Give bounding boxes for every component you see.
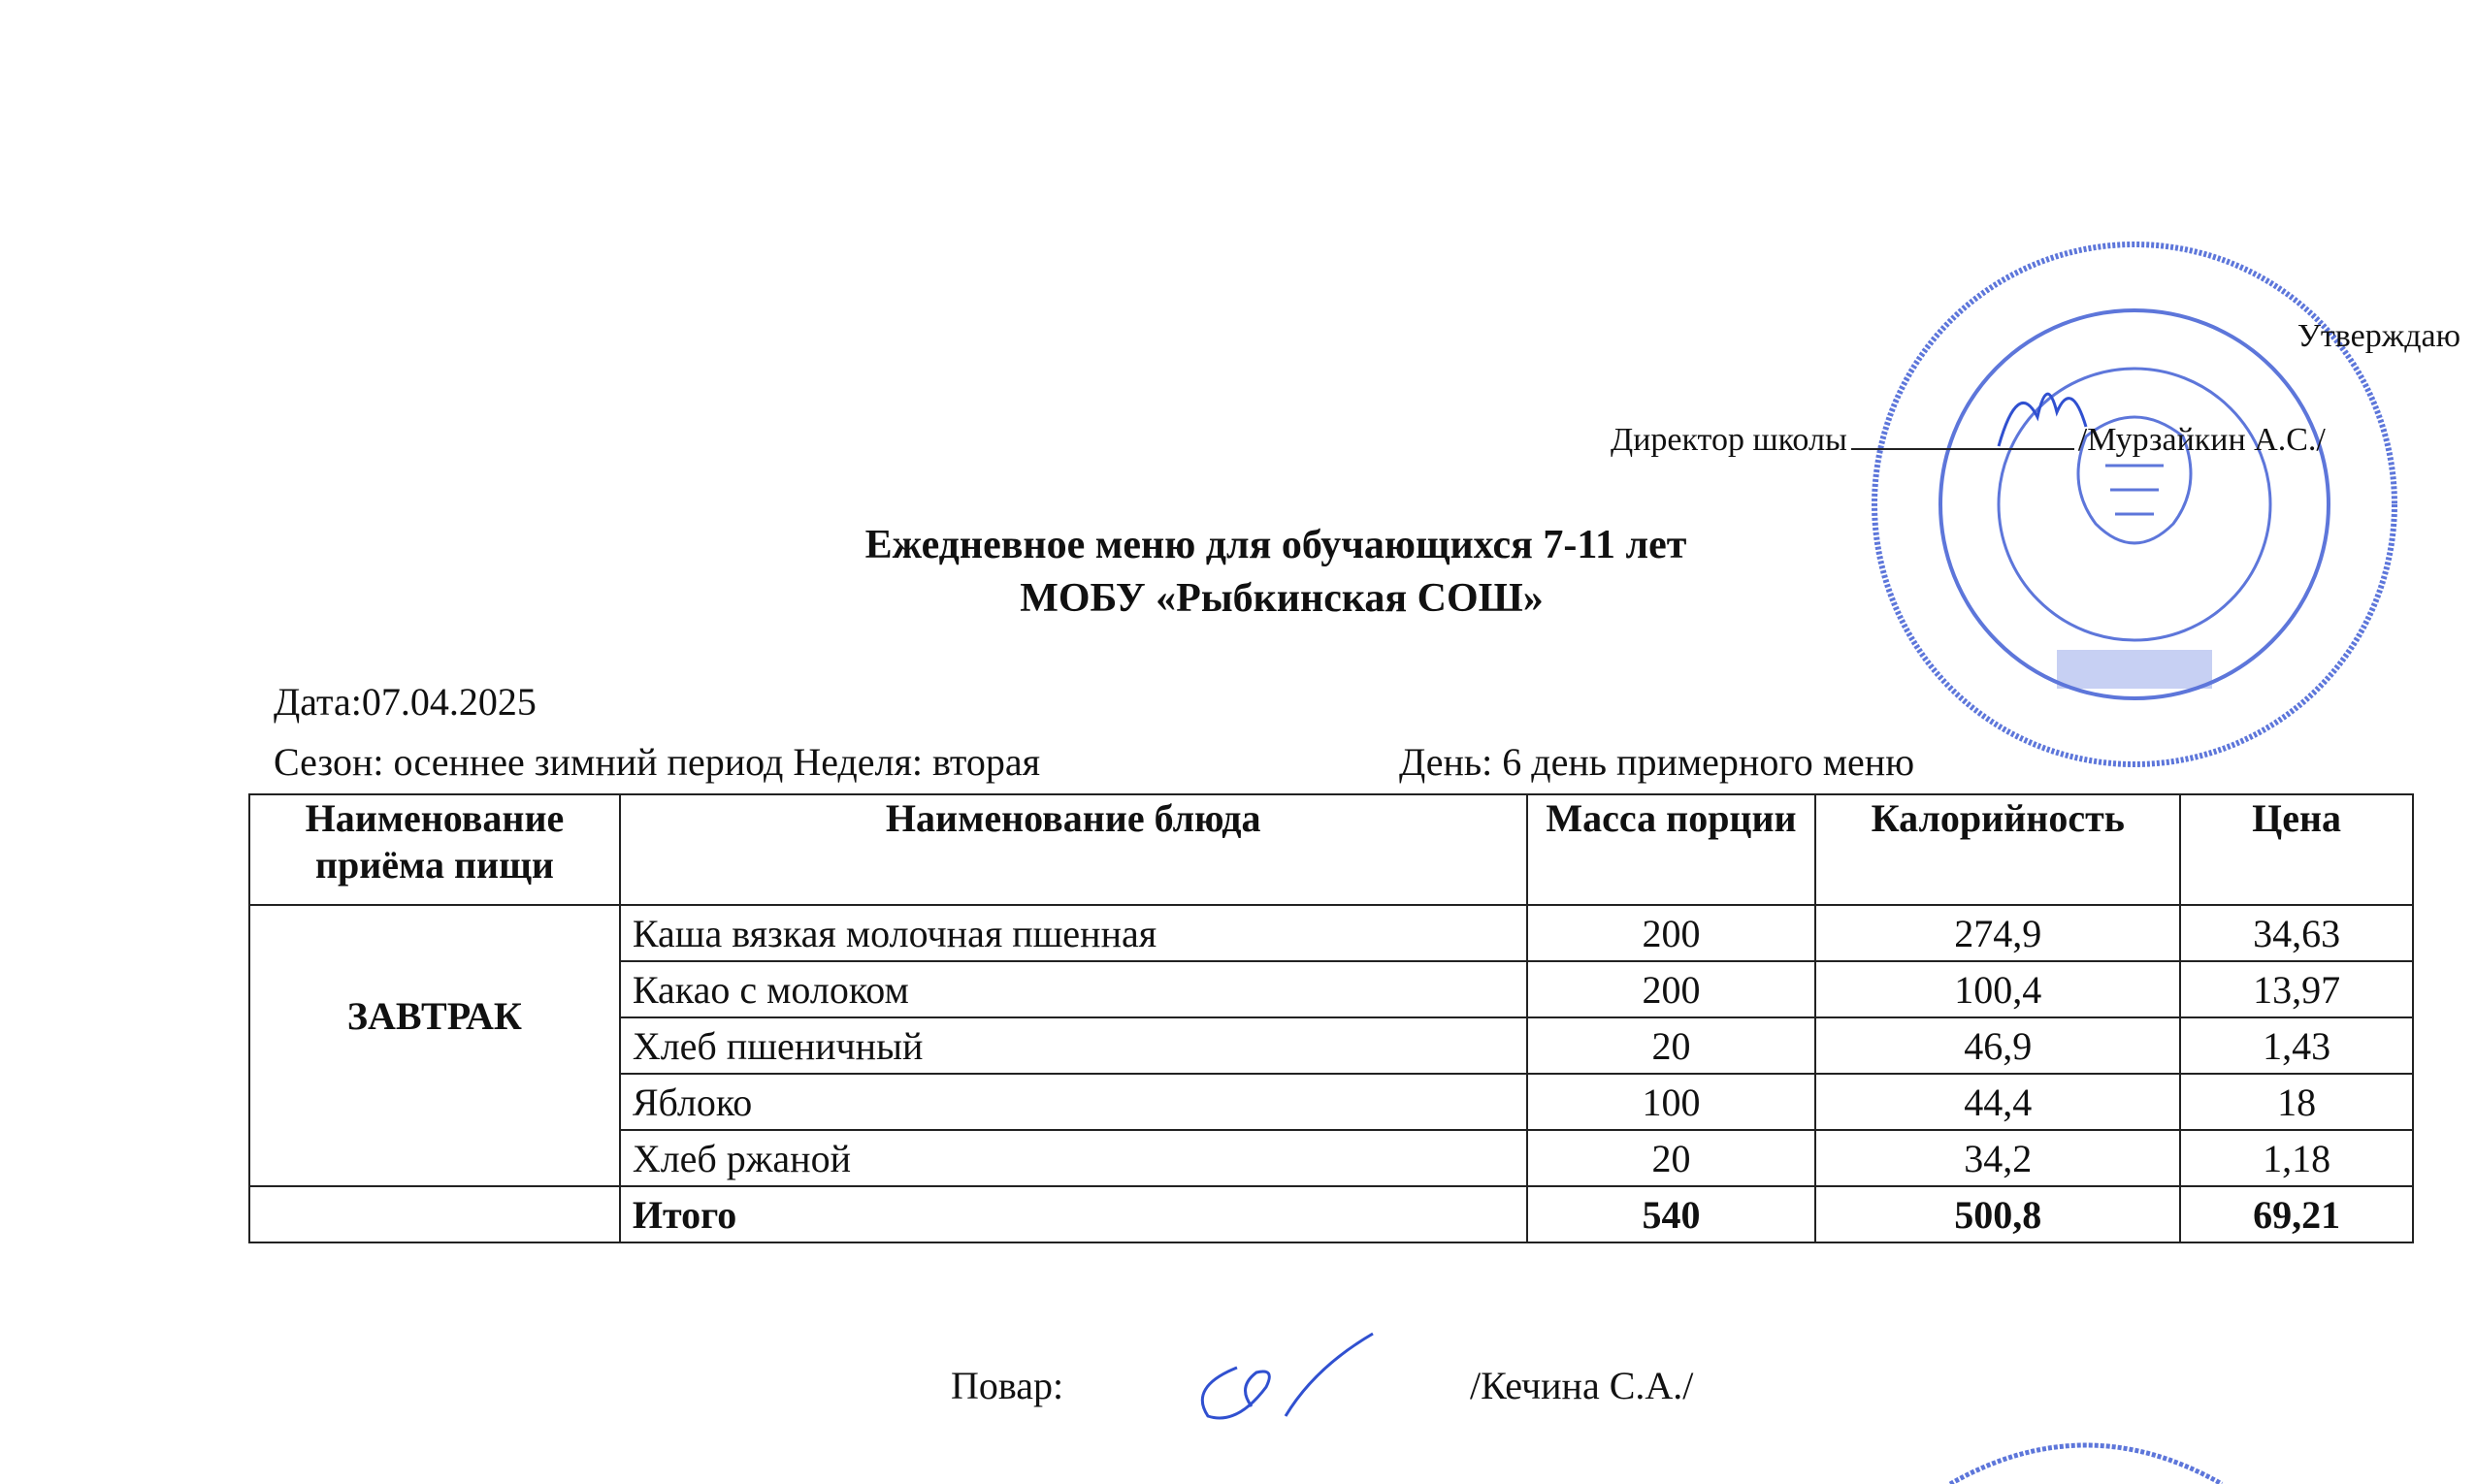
dish-cell: Какао с молоком [620,961,1527,1017]
dish-cell: Каша вязкая молочная пшенная [620,905,1527,961]
cook-label: Повар: [951,1364,1064,1407]
kcal-cell: 44,4 [1815,1074,2180,1130]
col-header-dish: Наименование блюда [620,794,1527,905]
page-title: Ежедневное меню для обучающихся 7-11 лет [864,523,1687,567]
col-header-mass: Масса порции [1527,794,1816,905]
cook-signature [1179,1329,1402,1436]
mass-cell: 100 [1527,1074,1816,1130]
total-row [249,1186,2413,1242]
price-cell: 13,97 [2180,961,2413,1017]
total-price: 69,21 [2180,1186,2413,1242]
total-kcal: 500,8 [1815,1186,2180,1242]
mass-cell: 200 [1527,961,1816,1017]
mass-cell: 200 [1527,905,1816,961]
empty-cell [249,1186,620,1242]
meal-name-cell: ЗАВТРАК [249,905,620,1186]
price-cell: 1,18 [2180,1130,2413,1186]
kcal-cell: 46,9 [1815,1017,2180,1074]
director-name: /Мурзайкин А.С./ [2077,422,2326,458]
date-line: Дата:07.04.2025 [274,680,537,724]
school-name: МОБУ «Рыбкинская СОШ» [1020,576,1544,621]
table-header-row [249,794,2413,905]
total-label: Итого [620,1186,1527,1242]
dish-cell: Хлеб ржаной [620,1130,1527,1186]
kcal-cell: 274,9 [1815,905,2180,961]
table-row [249,905,2413,961]
price-cell: 18 [2180,1074,2413,1130]
school-seal-stamp [1863,233,2406,776]
mass-cell: 20 [1527,1130,1816,1186]
kcal-cell: 34,2 [1815,1130,2180,1186]
price-cell: 34,63 [2180,905,2413,961]
season-week: Сезон: осеннее зимний период Неделя: вторая [274,740,1040,784]
menu-day: День: 6 день примерного меню [1399,740,1915,784]
approve-label: Утверждаю [2297,318,2460,354]
season-week-line [274,739,1915,785]
dish-cell: Хлеб пшеничный [620,1017,1527,1074]
second-seal-stamp [1940,1426,2232,1484]
col-header-meal: Наименование приёма пищи [249,794,620,905]
director-label: Директор школы [1611,422,1847,458]
total-mass: 540 [1527,1186,1816,1242]
col-header-kcal: Калорийность [1815,794,2180,905]
director-signature [1989,369,2105,456]
menu-table [248,793,2414,1243]
col-header-price: Цена [2180,794,2413,905]
kcal-cell: 100,4 [1815,961,2180,1017]
dish-cell: Яблоко [620,1074,1527,1130]
mass-cell: 20 [1527,1017,1816,1074]
director-signature-line [1611,419,2326,459]
price-cell: 1,43 [2180,1017,2413,1074]
cook-name: /Кечина С.А./ [1470,1364,1694,1407]
